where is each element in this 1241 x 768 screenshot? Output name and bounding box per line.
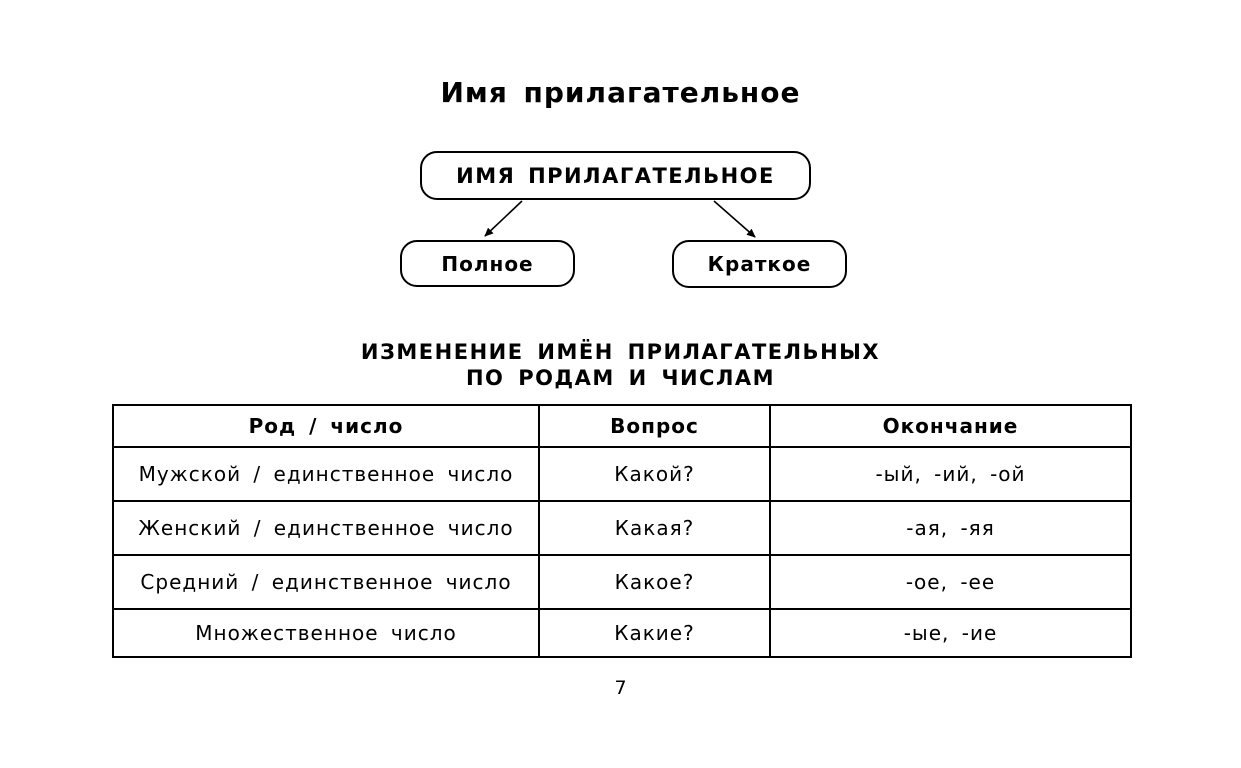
table-header-row: [113, 405, 1131, 447]
table-cell-question: Какие?: [539, 609, 770, 657]
header-ending: Окончание: [770, 405, 1131, 447]
page-number: 7: [614, 677, 627, 699]
table-cell-gender: Женский / единственное число: [113, 501, 539, 555]
arrow-to-short: [714, 201, 755, 237]
table-cell-question: Какое?: [539, 555, 770, 609]
header-question: Вопрос: [539, 405, 770, 447]
diagram-root-node: ИМЯ ПРИЛАГАТЕЛЬНОЕ: [420, 151, 811, 200]
arrow-to-full: [485, 201, 522, 236]
diagram-arrows: [0, 0, 1241, 300]
diagram-node-full: Полное: [400, 240, 575, 287]
table-cell-ending: -ое, -ее: [770, 555, 1131, 609]
table-cell-gender: Средний / единственное число: [113, 555, 539, 609]
table-row: [113, 501, 1131, 555]
header-gender-number: Род / число: [113, 405, 539, 447]
table-row: [113, 555, 1131, 609]
diagram-node-short: Краткое: [672, 240, 847, 288]
table-cell-ending: -ые, -ие: [770, 609, 1131, 657]
page-title: Имя прилагательное: [440, 76, 801, 109]
section-title: [0, 339, 1241, 391]
endings-table: [112, 404, 1132, 658]
table-cell-question: Какой?: [539, 447, 770, 501]
table-cell-question: Какая?: [539, 501, 770, 555]
table-row: [113, 609, 1131, 657]
table-cell-ending: -ая, -яя: [770, 501, 1131, 555]
table-row: [113, 447, 1131, 501]
section-title-line-2: ПО РОДАМ И ЧИСЛАМ: [465, 366, 776, 390]
section-title-line-1: ИЗМЕНЕНИЕ ИМЁН ПРИЛАГАТЕЛЬНЫХ: [360, 340, 881, 364]
table-cell-gender: Множественное число: [113, 609, 539, 657]
table-cell-ending: -ый, -ий, -ой: [770, 447, 1131, 501]
adjective-diagram: [0, 0, 1241, 300]
table-cell-gender: Мужской / единственное число: [113, 447, 539, 501]
